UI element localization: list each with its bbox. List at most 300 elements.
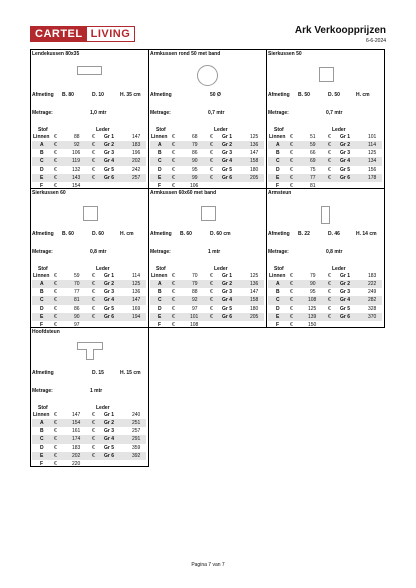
table-row (32, 272, 146, 280)
fabric-group: F (40, 321, 44, 328)
fabric-price: 88 (192, 289, 198, 296)
currency-symbol: € (92, 436, 95, 443)
currency-symbol: € (92, 273, 95, 279)
leather-group: Gr 4 (222, 158, 233, 165)
currency-symbol: € (290, 297, 293, 304)
leather-group: Gr 2 (340, 142, 351, 149)
leather-group: Gr 5 (104, 305, 115, 312)
currency-symbol: € (328, 273, 331, 279)
currency-symbol: € (290, 174, 293, 181)
table-row (32, 460, 146, 467)
fabric-price: 95 (192, 166, 198, 173)
fabric-price: 70 (192, 273, 198, 279)
fabric-group: B (276, 289, 280, 296)
fabric-group: D (158, 305, 162, 312)
currency-symbol: € (92, 305, 95, 312)
currency-symbol: € (290, 273, 293, 279)
fabric-price: 59 (74, 273, 80, 279)
table-row (150, 296, 264, 304)
leather-price: 183 (368, 273, 377, 279)
leather-price: 125 (250, 273, 259, 279)
fabric-group: F (158, 321, 162, 328)
leather-price: 178 (368, 174, 377, 181)
fabric-price: 99 (192, 174, 198, 181)
currency-symbol: € (54, 281, 57, 288)
leather-price: 242 (132, 166, 141, 173)
fabric-group: E (276, 174, 280, 181)
fabric-price: 174 (72, 436, 81, 443)
fabric-price: 86 (192, 150, 198, 157)
dimensions-label: Afmeting (32, 231, 54, 237)
fabric-group: C (40, 436, 44, 443)
fabric-price: 66 (310, 150, 316, 157)
dimensions-row (268, 231, 383, 239)
table-row (32, 452, 146, 460)
fabric-header: Stof (274, 127, 284, 133)
currency-symbol: € (54, 166, 57, 173)
leather-group: Gr 3 (340, 150, 351, 157)
currency-symbol: € (210, 166, 213, 173)
leather-group: Gr 3 (340, 289, 351, 296)
table-row (268, 157, 382, 165)
currency-symbol: € (210, 174, 213, 181)
dimensions-label: Afmeting (268, 92, 290, 98)
table-row (150, 141, 264, 149)
fabric-group: E (158, 313, 162, 320)
logo-text-cartel: CARTEL (31, 27, 87, 41)
fabric-header: Stof (274, 266, 284, 272)
fabric-price: 97 (192, 305, 198, 312)
fabric-price: 79 (192, 142, 198, 149)
product-title: Armkussen 60x60 met band (150, 190, 217, 196)
table-row (32, 419, 146, 427)
currency-symbol: € (54, 444, 57, 451)
currency-symbol: € (328, 150, 331, 157)
leather-price: 125 (132, 281, 141, 288)
metrage-label: Metrage: (268, 249, 289, 255)
product-card (30, 49, 149, 189)
table-row (268, 321, 382, 328)
fabric-group: A (40, 142, 44, 149)
table-row (268, 288, 382, 296)
leather-group: Gr 3 (104, 428, 115, 435)
dimension-value: D. 46 (328, 231, 340, 237)
currency-symbol: € (290, 313, 293, 320)
fabric-group: Linnen (33, 273, 50, 279)
leather-group: Gr 1 (104, 134, 115, 140)
page-footer: Pagina 7 van 7 (191, 562, 225, 568)
fabric-price: 79 (310, 273, 316, 279)
fabric-price: 70 (74, 281, 80, 288)
fabric-group: A (40, 281, 44, 288)
fabric-price: 90 (310, 281, 316, 288)
table-row (32, 280, 146, 288)
metrage-value: 1 mtr (208, 249, 221, 255)
dimensions-label: Afmeting (150, 92, 172, 98)
leather-header: Leder (214, 266, 228, 272)
currency-symbol: € (172, 281, 175, 288)
dimensions-label: Afmeting (32, 370, 54, 376)
currency-symbol: € (328, 289, 331, 296)
leather-group: Gr 1 (340, 134, 351, 140)
currency-symbol: € (172, 150, 175, 157)
table-row (268, 141, 382, 149)
leather-price: 158 (250, 297, 259, 304)
dimensions-row (150, 92, 265, 100)
metrage-label: Metrage: (150, 249, 171, 255)
fabric-price: 161 (72, 428, 81, 435)
fabric-group: C (276, 158, 280, 165)
table-row (150, 313, 264, 321)
leather-price: 136 (250, 142, 259, 149)
currency-symbol: € (172, 297, 175, 304)
dimension-value: 50 Ø (210, 92, 221, 98)
currency-symbol: € (290, 281, 293, 288)
leather-group: Gr 6 (104, 452, 115, 459)
fabric-group: Linnen (33, 412, 50, 418)
table-row (150, 133, 264, 141)
fabric-price: 125 (308, 305, 317, 312)
leather-group: Gr 6 (340, 174, 351, 181)
leather-price: 114 (132, 273, 140, 279)
currency-symbol: € (54, 420, 57, 427)
product-title: Sierkussen 60 (32, 190, 66, 196)
currency-symbol: € (328, 158, 331, 165)
currency-symbol: € (210, 289, 213, 296)
metrage-value: 1,0 mtr (90, 110, 107, 116)
currency-symbol: € (92, 289, 95, 296)
fabric-group: F (40, 460, 44, 467)
metrage-label: Metrage: (32, 388, 53, 394)
currency-symbol: € (328, 134, 331, 140)
table-row (268, 174, 382, 182)
fabric-group: D (276, 305, 280, 312)
metrage-row (268, 110, 383, 118)
fabric-group: E (40, 313, 44, 320)
fabric-price: 86 (74, 305, 80, 312)
dimension-value: H. 14 cm (356, 231, 377, 237)
currency-symbol: € (328, 305, 331, 312)
fabric-price: 88 (74, 134, 80, 140)
leather-group: Gr 1 (340, 273, 351, 279)
currency-symbol: € (92, 420, 95, 427)
fabric-group: A (158, 281, 162, 288)
currency-symbol: € (54, 460, 57, 467)
currency-symbol: € (172, 289, 175, 296)
currency-symbol: € (54, 412, 57, 418)
fabric-price: 119 (72, 158, 80, 165)
fabric-group: D (40, 444, 44, 451)
fabric-group: E (276, 313, 280, 320)
fabric-price: 147 (72, 412, 81, 418)
metrage-value: 1 mtr (90, 388, 103, 394)
leather-price: 194 (132, 313, 141, 320)
currency-symbol: € (290, 142, 293, 149)
dimensions-row (32, 231, 147, 239)
leather-group: Gr 2 (222, 281, 233, 288)
leather-group: Gr 2 (104, 281, 115, 288)
leather-price: 156 (368, 166, 377, 173)
leather-group: Gr 1 (104, 273, 115, 279)
table-row (32, 305, 146, 313)
dimension-value: H. cm (120, 231, 134, 237)
leather-price: 158 (250, 158, 259, 165)
fabric-group: D (40, 305, 44, 312)
currency-symbol: € (54, 182, 57, 189)
table-row (32, 141, 146, 149)
leather-group: Gr 4 (104, 436, 115, 443)
fabric-price: 97 (74, 321, 80, 328)
leather-group: Gr 2 (104, 142, 115, 149)
leather-price: 169 (132, 305, 141, 312)
product-illustration (319, 67, 334, 82)
product-card (30, 188, 149, 328)
leather-group: Gr 5 (222, 166, 233, 173)
table-row (32, 435, 146, 443)
currency-symbol: € (328, 281, 331, 288)
fabric-group: A (276, 281, 280, 288)
currency-symbol: € (92, 150, 95, 157)
leather-group: Gr 2 (222, 142, 233, 149)
fabric-header: Stof (38, 127, 48, 133)
leather-price: 114 (368, 142, 376, 149)
table-row (268, 149, 382, 157)
fabric-header: Stof (38, 405, 48, 411)
currency-symbol: € (92, 142, 95, 149)
logo-text-living: LIVING (87, 27, 135, 41)
fabric-group: A (276, 142, 280, 149)
leather-group: Gr 3 (104, 289, 115, 296)
dimension-value: B. 22 (298, 231, 310, 237)
leather-group: Gr 5 (340, 166, 351, 173)
leather-group: Gr 4 (104, 297, 115, 304)
metrage-label: Metrage: (32, 110, 53, 116)
fabric-price: 79 (192, 281, 198, 288)
table-row (150, 288, 264, 296)
fabric-header: Stof (156, 266, 166, 272)
fabric-group: B (40, 428, 44, 435)
leather-group: Gr 5 (104, 166, 115, 173)
product-title: Lendekussen 80x35 (32, 51, 80, 57)
dimension-value: B. 60 (180, 231, 192, 237)
table-row (32, 133, 146, 141)
fabric-group: D (40, 166, 44, 173)
fabric-group: E (40, 174, 44, 181)
table-row (150, 149, 264, 157)
fabric-price: 150 (308, 321, 317, 328)
leather-price: 359 (132, 444, 141, 451)
fabric-group: Linnen (151, 273, 168, 279)
fabric-price: 68 (192, 134, 198, 140)
leather-group: Gr 3 (104, 150, 115, 157)
table-row (32, 174, 146, 182)
currency-symbol: € (172, 313, 175, 320)
metrage-row (32, 249, 147, 257)
dimension-value: D. 60 cm (210, 231, 231, 237)
currency-symbol: € (290, 289, 293, 296)
fabric-group: Linnen (33, 134, 50, 140)
metrage-row (150, 249, 265, 257)
currency-symbol: € (172, 174, 175, 181)
fabric-group: Linnen (151, 134, 168, 140)
leather-header: Leder (96, 127, 110, 133)
product-title: Armsteun (268, 190, 292, 196)
table-row (32, 427, 146, 435)
product-card (148, 188, 267, 328)
fabric-price: 183 (72, 444, 81, 451)
currency-symbol: € (54, 305, 57, 312)
fabric-price: 95 (310, 289, 316, 296)
currency-symbol: € (92, 452, 95, 459)
leather-price: 205 (250, 313, 259, 320)
leather-group: Gr 3 (222, 289, 233, 296)
leather-header: Leder (96, 266, 110, 272)
dimensions-label: Afmeting (32, 92, 54, 98)
page-title: Ark Verkoopprijzen (294, 25, 386, 36)
dimension-value: D. 50 (328, 92, 340, 98)
currency-symbol: € (290, 150, 293, 157)
dimension-value: B. 60 (62, 231, 74, 237)
fabric-group: B (158, 150, 162, 157)
currency-symbol: € (172, 273, 175, 279)
fabric-price: 132 (72, 166, 81, 173)
currency-symbol: € (172, 166, 175, 173)
currency-symbol: € (172, 158, 175, 165)
fabric-group: B (276, 150, 280, 157)
table-row (32, 444, 146, 452)
fabric-price: 51 (310, 134, 316, 140)
fabric-group: C (158, 158, 162, 165)
price-table (268, 272, 382, 328)
table-row (268, 272, 382, 280)
leather-price: 257 (132, 174, 141, 181)
leather-price: 196 (132, 150, 141, 157)
leather-price: 251 (132, 420, 141, 427)
table-row (32, 296, 146, 304)
dimension-value: H. 15 cm (120, 370, 141, 376)
table-row (150, 166, 264, 174)
fabric-header: Stof (38, 266, 48, 272)
leather-group: Gr 6 (222, 313, 233, 320)
currency-symbol: € (172, 305, 175, 312)
fabric-header: Stof (156, 127, 166, 133)
price-table (32, 411, 146, 467)
fabric-group: A (158, 142, 162, 149)
table-row (268, 166, 382, 174)
metrage-label: Metrage: (268, 110, 289, 116)
metrage-value: 0,7 mtr (208, 110, 225, 116)
fabric-price: 143 (72, 174, 81, 181)
price-table (32, 272, 146, 328)
leather-group: Gr 6 (222, 174, 233, 181)
leather-price: 249 (368, 289, 377, 296)
currency-symbol: € (210, 134, 213, 140)
metrage-row (32, 388, 147, 396)
dimension-value: B. 80 (62, 92, 74, 98)
currency-symbol: € (92, 166, 95, 173)
dimensions-row (150, 231, 265, 239)
currency-symbol: € (210, 273, 213, 279)
leather-price: 147 (250, 289, 259, 296)
fabric-price: 59 (310, 142, 316, 149)
currency-symbol: € (54, 297, 57, 304)
leather-price: 222 (368, 281, 377, 288)
leather-price: 183 (132, 142, 141, 149)
table-row (150, 280, 264, 288)
table-row (150, 157, 264, 165)
price-table (32, 133, 146, 189)
product-illustration (321, 206, 330, 224)
product-card (148, 49, 267, 189)
currency-symbol: € (54, 452, 57, 459)
table-row (268, 305, 382, 313)
currency-symbol: € (54, 428, 57, 435)
leather-price: 392 (132, 452, 141, 459)
metrage-value: 0,7 mtr (326, 110, 343, 116)
leather-price: 136 (250, 281, 259, 288)
fabric-price: 106 (190, 182, 199, 189)
fabric-price: 139 (308, 313, 317, 320)
fabric-group: Linnen (269, 273, 286, 279)
currency-symbol: € (92, 297, 95, 304)
currency-symbol: € (210, 297, 213, 304)
fabric-price: 154 (72, 420, 81, 427)
currency-symbol: € (328, 142, 331, 149)
leather-price: 125 (368, 150, 377, 157)
currency-symbol: € (290, 166, 293, 173)
product-illustration (77, 66, 102, 75)
product-illustration (197, 65, 218, 86)
currency-symbol: € (172, 182, 175, 189)
fabric-group: D (158, 166, 162, 173)
leather-price: 205 (250, 174, 259, 181)
table-row (268, 313, 382, 321)
leather-group: Gr 4 (222, 297, 233, 304)
currency-symbol: € (328, 174, 331, 181)
currency-symbol: € (290, 182, 293, 189)
fabric-price: 81 (74, 297, 80, 304)
leather-group: Gr 6 (104, 174, 115, 181)
metrage-label: Metrage: (150, 110, 171, 116)
product-card (30, 327, 149, 467)
table-row (268, 280, 382, 288)
dimension-value: D. 10 (92, 92, 104, 98)
metrage-value: 0,8 mtr (90, 249, 107, 255)
fabric-group: F (276, 321, 280, 328)
leather-price: 370 (368, 313, 377, 320)
currency-symbol: € (54, 158, 57, 165)
fabric-group: B (40, 150, 44, 157)
product-price-grid (30, 49, 384, 466)
product-illustration (83, 206, 98, 221)
fabric-group: C (276, 297, 280, 304)
fabric-price: 154 (72, 182, 81, 189)
currency-symbol: € (172, 134, 175, 140)
leather-group: Gr 6 (104, 313, 115, 320)
currency-symbol: € (92, 158, 95, 165)
leather-price: 257 (132, 428, 141, 435)
fabric-price: 108 (308, 297, 317, 304)
fabric-group: F (158, 182, 162, 189)
currency-symbol: € (328, 313, 331, 320)
table-row (150, 305, 264, 313)
metrage-value: 0,8 mtr (326, 249, 343, 255)
currency-symbol: € (172, 142, 175, 149)
currency-symbol: € (54, 150, 57, 157)
table-row (268, 296, 382, 304)
leather-price: 180 (250, 305, 259, 312)
leather-price: 147 (250, 150, 259, 157)
